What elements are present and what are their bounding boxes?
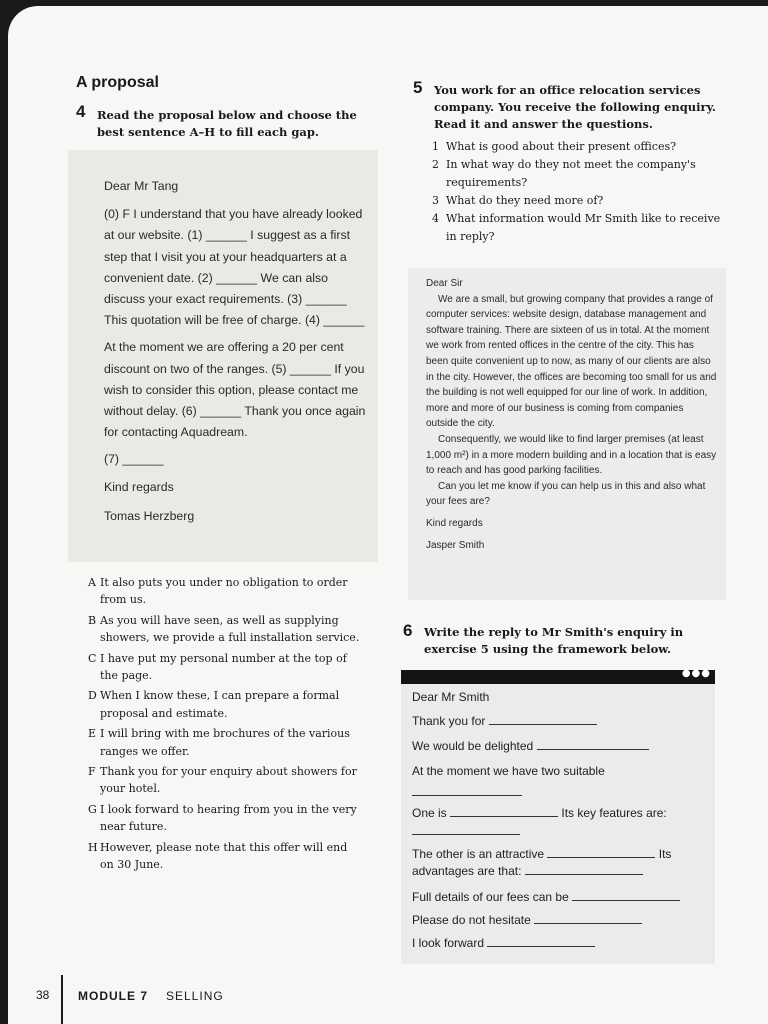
option-h: H However, please note that this offer will end on 30 June. <box>88 840 348 872</box>
letter-paragraph-2: At the moment we are offering a 20 per cent discount on two of the ranges. (5) ______ If you wish to consider this option, please contact me without delay. (6) ______ Thank you once again for contacting Aquadream. <box>104 340 366 440</box>
exercise-4-instruction: Read the proposal below and choose the best sentence A–H to fill each gap. <box>97 108 357 139</box>
framework-line-6: The other is an attractive Its <box>412 847 672 861</box>
option-b: B As you will have seen, as well as supplying showers, we provide a full installation service. <box>88 613 360 645</box>
question-1: 1 What is good about their present offices? <box>432 140 676 153</box>
questions-list <box>432 138 722 246</box>
letter-closing: Kind regards <box>104 479 174 494</box>
question-4: 4 What information would Mr Smith like to receive in reply? <box>432 212 721 243</box>
option-g: G I look forward to hearing from you in the very near future. <box>88 802 357 834</box>
framework-header-bar <box>401 670 715 684</box>
framework-dots-icon: ●●● <box>681 668 711 679</box>
framework-line-2: Thank you for <box>412 714 597 728</box>
question-3: 3 What do they need more of? <box>432 194 604 207</box>
framework-line-4: At the moment we have two suitable <box>412 764 605 778</box>
framework-line-8: Please do not hesitate <box>412 913 642 927</box>
footer-topic: SELLING <box>166 989 224 1003</box>
enquiry-paragraph-1: We are a small, but growing company that provides a range of computer services: website design, database management and software training. There are sixteen of us in total. At the moment we work from rented offices in the centre of the city. This has been quite convenient up to now, as many of our clients are also in the city. However, the offices are becoming too small for us and the building is not well equipped for our line of work. In addition, more and more of our business is coming from companies outside the city. <box>426 293 717 430</box>
exercise-5-number: 5 <box>413 78 423 97</box>
option-e: E I will bring with me brochures of the various ranges we offer. <box>88 727 350 758</box>
framework-line-6b: advantages are that: <box>412 864 643 878</box>
enquiry-signature: Jasper Smith <box>426 539 485 551</box>
exercise-4-number: 4 <box>76 102 86 121</box>
letter-salutation: Dear Mr Tang <box>104 179 179 193</box>
option-f: F Thank you for your enquiry about showers for your hotel. <box>88 765 357 796</box>
enquiry-letter <box>408 268 726 600</box>
page-number: 38 <box>36 988 50 1002</box>
letter-paragraph-1: (0) F I understand that you have already looked at our website. (1) ______ I suggest as a first step that I visit you at your headquarters at a convenient date. (2) ______ We can also discuss your exact requirements. (3) ______ This quotation will be free of charge. (4) ______ <box>104 207 365 328</box>
option-c: C I have put my personal number at the top of the page. <box>88 651 347 683</box>
framework-line-9: I look forward <box>412 936 595 950</box>
framework-blank-5 <box>412 824 520 838</box>
footer-divider <box>61 975 63 1024</box>
enquiry-closing: Kind regards <box>426 517 483 529</box>
exercise-6-instruction: Write the reply to Mr Smith's enquiry in exercise 5 using the framework below. <box>424 625 684 656</box>
framework-line-1: Dear Mr Smith <box>412 690 490 704</box>
exercise-6-number: 6 <box>403 621 413 640</box>
enquiry-paragraph-2: Consequently, we would like to find larger premises (at least 1,000 m²) in a more modern building and in a location that is easy to reach and has good parking facilities. <box>426 433 717 477</box>
framework-line-7: Full details of our fees can be <box>412 890 680 904</box>
enquiry-paragraph-3: Can you let me know if you can help us in this and also what your fees are? <box>426 480 706 508</box>
option-a: A It also puts you under no obligation to order from us. <box>88 576 348 607</box>
enquiry-salutation: Dear Sir <box>426 278 463 289</box>
section-title: A proposal <box>76 74 159 91</box>
options-list <box>88 574 363 877</box>
question-2: 2 In what way do they not meet the company's requirements? <box>432 158 696 189</box>
letter-gap-7: (7) ______ <box>104 452 164 467</box>
framework-blank-4 <box>412 785 522 799</box>
reply-framework <box>401 684 715 964</box>
exercise-5-instruction: You work for an office relocation services company. You receive the following enquiry. Read it and answer the questions. <box>434 83 716 131</box>
footer-module: MODULE 7 <box>78 989 149 1003</box>
option-d: D When I know these, I can prepare a formal proposal and estimate. <box>88 689 340 720</box>
framework-line-5: One is Its key features are: <box>412 806 667 820</box>
letter-signature: Tomas Herzberg <box>104 508 195 523</box>
framework-line-3: We would be delighted <box>412 739 649 753</box>
proposal-letter <box>68 150 378 562</box>
